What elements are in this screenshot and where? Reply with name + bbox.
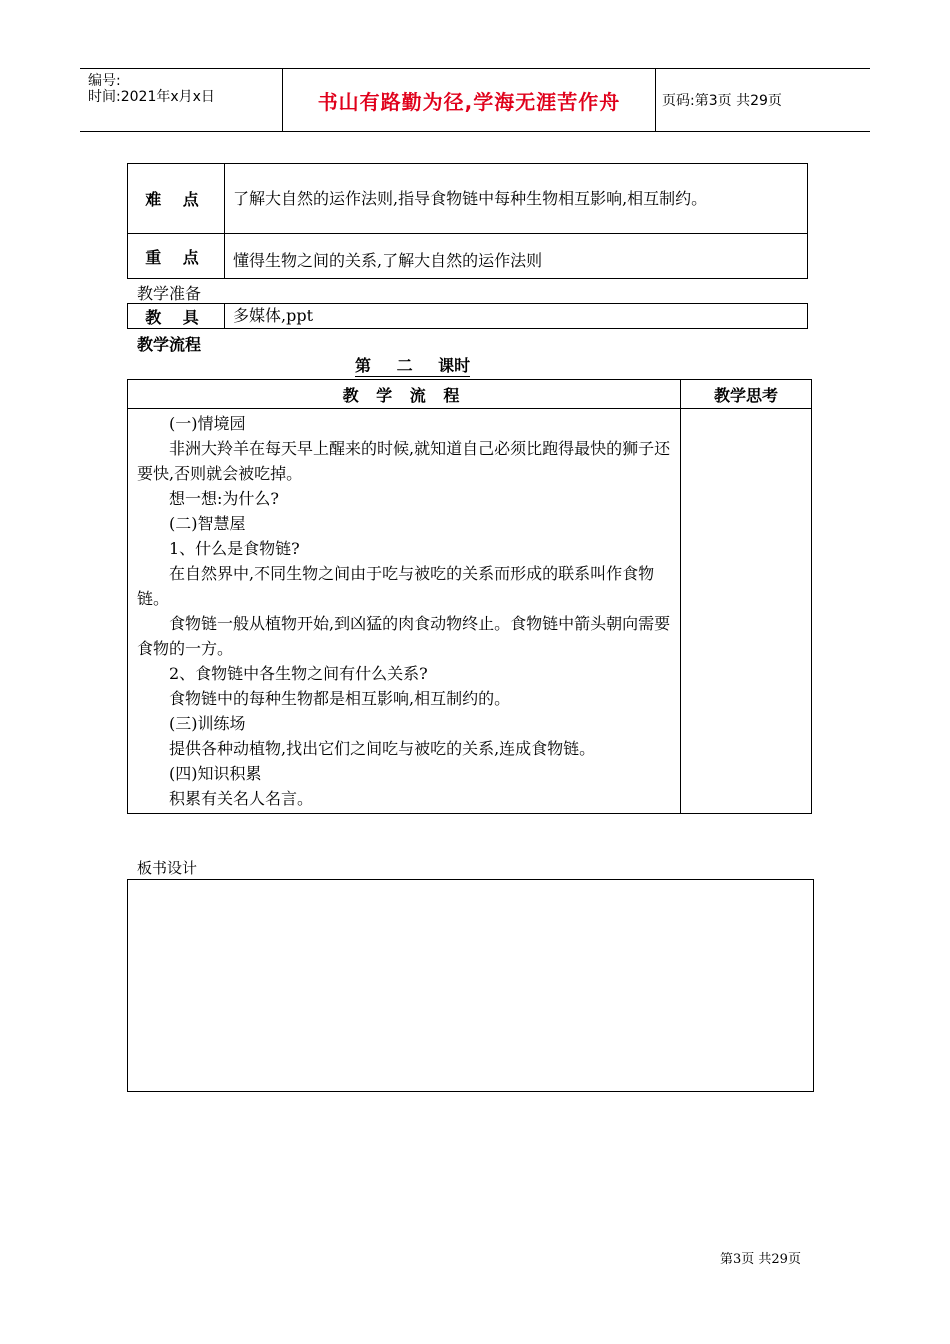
flow-paragraph: 2、食物链中各生物之间有什么关系? [169,664,428,683]
flow-paragraph: 提供各种动植物,找出它们之间吃与被吃的关系,连成食物链。 [169,739,596,758]
flow-paragraph: (二)智慧屋 [169,514,246,533]
key-points-row [128,234,808,279]
board-design-label: 板书设计 [137,859,198,877]
teaching-tools-value: 多媒体,ppt [225,304,808,329]
key-points-label: 重 点 [128,234,225,279]
difficulty-value: 了解大自然的运作法则,指导食物链中每种生物相互影响,相互制约。 [225,164,808,234]
teaching-flow-header-row [128,380,812,409]
difficulty-label: 难 点 [128,164,225,234]
document-time-label: 时间:2021年x月x日 [88,89,215,105]
board-design-box [127,879,814,1092]
page-footer: 第3页 共29页 [720,1252,801,1267]
document-number-label: 编号: [88,73,121,89]
teaching-tools-table [127,303,808,329]
flow-paragraph: 食物链一般从植物开始,到凶猛的肉食动物终止。食物链中箭头朝向需要食物的一方。 [137,614,671,658]
teaching-flow-column-header: 教 学 流 程 [128,380,681,409]
flow-paragraph: 想一想:为什么? [169,489,279,508]
header-motto: 书山有路勤为径,学海无涯苦作舟 [282,69,656,131]
teaching-flow-content [128,409,681,814]
header-meta [80,69,282,131]
teaching-reflection-cell [680,409,811,814]
teaching-tools-row [128,304,808,329]
flow-paragraph: 在自然界中,不同生物之间由于吃与被吃的关系而形成的联系叫作食物链。 [137,564,655,608]
lesson-title: 第 二 课时 [355,356,471,375]
teaching-reflection-column-header: 教学思考 [680,380,811,409]
flow-paragraph: (四)知识积累 [169,764,262,783]
flow-paragraph: 非洲大羚羊在每天早上醒来的时候,就知道自己必须比跑得最快的狮子还要快,否则就会被吃掉。 [137,439,671,483]
flow-paragraph: 1、什么是食物链? [169,539,300,558]
flow-paragraph: (一)情境园 [169,414,246,433]
teaching-flow-heading: 教学流程 [137,335,202,354]
teaching-flow-table [127,379,812,814]
difficulty-row [128,164,808,234]
key-points-value: 懂得生物之间的关系,了解大自然的运作法则 [225,234,808,279]
teaching-tools-label: 教 具 [128,304,225,329]
flow-paragraph: (三)训练场 [169,714,246,733]
flow-paragraph: 积累有关名人名言。 [169,789,314,808]
header-page-info: 页码:第3页 共29页 [662,93,782,109]
difficulty-key-points-table [127,163,808,279]
teaching-prep-heading: 教学准备 [137,284,202,303]
flow-paragraph: 食物链中的每种生物都是相互影响,相互制约的。 [169,689,511,708]
page-header [80,68,870,132]
teaching-flow-body-row [128,409,812,814]
